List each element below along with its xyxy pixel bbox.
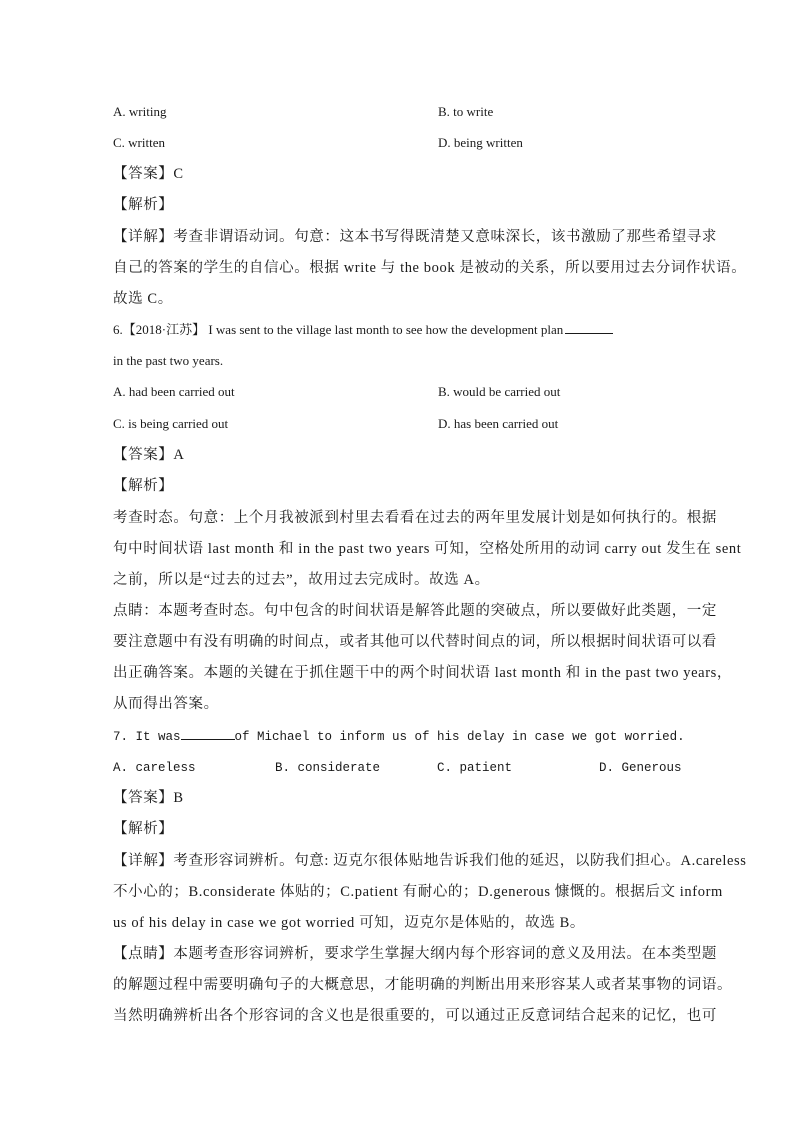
q5-option-d: D. being written <box>438 135 523 150</box>
q6-analysis-tag: 【解析】 <box>113 478 174 494</box>
q5-answer: C <box>173 166 184 182</box>
q6-explanation-line-3: 之前，所以是“过去的过去”，故用过去完成时。故选 A。 <box>113 572 490 588</box>
q7-option-c: C. patient <box>437 761 513 775</box>
q7-analysis-tag: 【解析】 <box>113 821 174 837</box>
q7-detail-line-4: 【点睛】本题考查形容词辨析，要求学生掌握大纲内每个形容词的意义及用法。在本类型题 <box>113 946 717 962</box>
q6-answer: A <box>173 447 185 463</box>
q7-option-d: D. Generous <box>599 761 682 775</box>
q7-option-a: A. careless <box>113 761 196 775</box>
q5-detail-line-2: 自己的答案的学生的自信心。根据 write 与 the book 是被动的关系，所以要用过去分词作状语。 <box>113 260 747 276</box>
q5-answer-line <box>113 164 184 184</box>
q6-explanation-line-5: 要注意题中有没有明确的时间点，或者其他可以代替时间点的词，所以根据时间状语可以看 <box>113 634 717 650</box>
q7-detail-line-6: 当然明确辨析出各个形容词的含义也是很重要的，可以通过正反意词结合起来的记忆，也可 <box>113 1008 717 1024</box>
q6-stem-text: 6.【2018·江苏】 I was sent to the village last month to see how the development plan <box>113 322 564 337</box>
q5-option-c: C. written <box>113 135 165 150</box>
q5-option-b: B. to write <box>438 104 494 119</box>
q7-option-b: B. considerate <box>275 761 381 775</box>
q5-detail-line-1: 【详解】考查非谓语动词。句意：这本书写得既清楚又意味深长，该书激励了那些希望寻求 <box>113 229 717 245</box>
q6-explanation-line-1: 考查时态。句意：上个月我被派到村里去看看在过去的两年里发展计划是如何执行的。根据 <box>113 510 717 526</box>
q5-analysis-tag: 【解析】 <box>113 197 174 213</box>
q7-answer: B <box>173 790 184 806</box>
q7-detail-line-3: us of his delay in case we got worried 可知，迈克尔是体贴的，故选 B。 <box>113 915 585 931</box>
q7-answer-tag: 【答案】 <box>113 790 174 806</box>
q5-detail-line-3: 故选 C。 <box>113 291 173 307</box>
q6-explanation-line-7: 从而得出答案。 <box>113 696 219 712</box>
q7-answer-line <box>113 788 184 808</box>
q7-detail-line-5: 的解题过程中需要明确句子的大概意思，才能明确的判断出用来形容某人或者某事物的词语。 <box>113 977 733 993</box>
q6-option-b: B. would be carried out <box>438 384 561 399</box>
q6-option-a: A. had been carried out <box>113 384 235 399</box>
q5-option-a: A. writing <box>113 104 167 119</box>
q6-answer-line <box>113 445 184 465</box>
q6-stem-line-1 <box>113 320 615 340</box>
q7-stem-before: 7. It was <box>113 730 181 744</box>
q6-answer-tag: 【答案】 <box>113 447 174 463</box>
q6-blank <box>565 321 613 334</box>
q7-detail-line-1: 【详解】考查形容词辨析。句意: 迈克尔很体贴地告诉我们他的延迟，以防我们担心。A.careless <box>113 853 747 869</box>
q6-explanation-line-6: 出正确答案。本题的关键在于抓住题干中的两个时间状语 last month 和 in the past two years， <box>113 665 732 681</box>
q6-option-d: D. has been carried out <box>438 416 559 431</box>
q5-answer-tag: 【答案】 <box>113 166 174 182</box>
q6-option-c: C. is being carried out <box>113 416 229 431</box>
q7-blank <box>181 727 235 740</box>
q7-detail-line-2: 不小心的；B.considerate 体贴的；C.patient 有耐心的；D.generous 慷慨的。根据后文 inform <box>113 884 723 900</box>
q6-explanation-line-2: 句中时间状语 last month 和 in the past two years 可知，空格处所用的动词 carry out 发生在 sent <box>113 541 742 557</box>
q7-stem <box>113 727 685 747</box>
q6-stem-line-2: in the past two years. <box>113 353 224 368</box>
q7-stem-after: of Michael to inform us of his delay in case we got worried. <box>234 730 685 744</box>
q6-explanation-line-4: 点睛：本题考查时态。句中包含的时间状语是解答此题的突破点，所以要做好此类题，一定 <box>113 603 717 619</box>
